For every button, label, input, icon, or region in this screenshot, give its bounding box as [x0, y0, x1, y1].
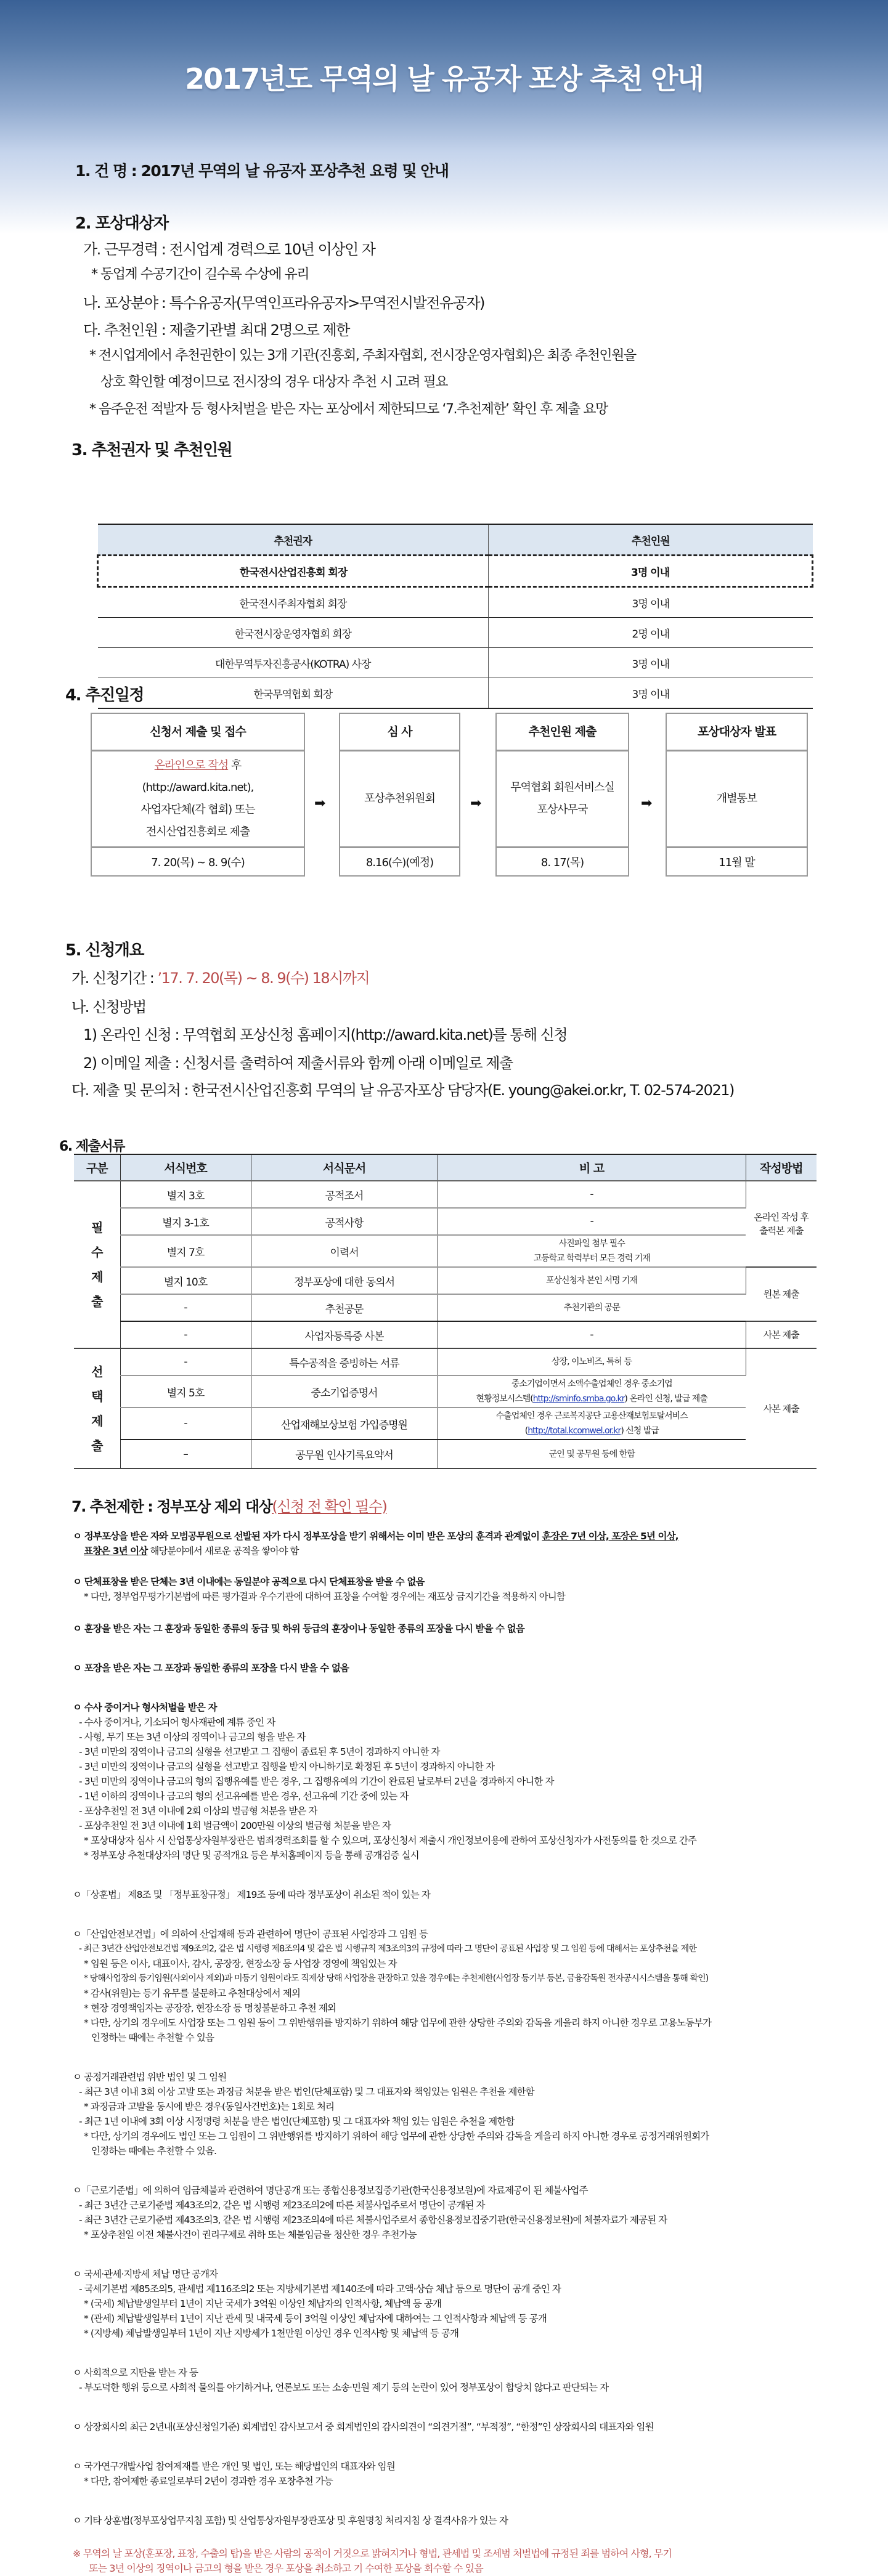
- contact-info: 다. 제출 및 문의처 : 한국전시산업진흥회 무역의 날 유공자포상 담당자(E. young@akei.or.kr, T. 02-574-2021): [71, 1082, 734, 1099]
- document-name: 공적조서: [251, 1181, 438, 1208]
- quota-cell: 3명 이내: [489, 648, 813, 678]
- table-row: [74, 1294, 817, 1321]
- section-1-subject: 1. 건 명 : 2017년 무역의 날 유공자 포상추천 요령 및 안내: [75, 162, 449, 180]
- document-name: 공무원 인사기록요약서: [251, 1440, 438, 1468]
- table-row: [74, 1267, 817, 1294]
- method-online: 1) 온라인 신청 : 무역협회 포상신청 홈페이지(http://award.kita.net)를 통해 신청: [83, 1026, 568, 1043]
- restriction-item: ㅇ 사회적으로 지탄을 받는 자 등: [73, 2367, 198, 2378]
- section-7-heading: 7. 추천제한 : 정부포상 제외 대상(신청 전 확인 필수): [71, 1498, 387, 1515]
- restriction-item: ㅇ 상장회사의 최근 2년내(포상신청일기준) 회계법인 감사보고서 중 회계법인의 감사의견이 “의견거절”, “부적정”, “한정”인 상장회사의 대표자와 임원: [73, 2421, 654, 2432]
- sminfo-link[interactable]: http://sminfo.smba.go.kr: [532, 1394, 625, 1404]
- table-row: [98, 648, 813, 678]
- warning-note: ※ 무역의 날 포상(훈포장, 표창, 수출의 탑)을 받은 사람의 공적이 거짓으로 밝혀지거나 형법, 관세법 및 조세범 처벌법에 규정된 죄를 범하여 사형, 무기: [73, 2548, 672, 2559]
- column-header: 작성방법: [746, 1154, 817, 1181]
- schedule-step-announce: [666, 713, 808, 877]
- step-text: (http://award.kita.net),: [142, 781, 254, 794]
- step-title: 심 사: [340, 714, 459, 751]
- note: 포상신청자 본인 서명 기재: [438, 1267, 746, 1294]
- step-date: 7. 20(목) ~ 8. 9(수): [151, 856, 245, 869]
- table-row: [98, 587, 813, 618]
- restriction-item: ㅇ 공정거래관련법 위반 법인 및 그 임원: [73, 2072, 227, 2083]
- arrow-right-icon: ➡: [470, 796, 481, 811]
- step-text: 사업자단체(각 협회) 또는: [141, 803, 255, 816]
- note: 군인 및 공무원 등에 한함: [438, 1440, 746, 1468]
- restriction-item: ㅇ「산업안전보건법」에 의하여 산업재해 등과 관련하여 명단이 공표된 사업장과 그 임원 등: [73, 1929, 428, 1940]
- sec2-career: 가. 근무경력 : 전시업계 경력으로 10년 이상인 자: [83, 241, 375, 258]
- recommender-cell: 한국전시산업진흥회 회장: [98, 556, 489, 587]
- online-apply-link[interactable]: 온라인으로 작성: [154, 759, 229, 772]
- period-label: 가. 신청기간 :: [71, 970, 158, 987]
- restriction-item: ㅇ 수사 중이거나 형사처벌을 받은 자: [73, 1702, 217, 1713]
- table-row: [74, 1208, 817, 1235]
- column-header: 비 고: [438, 1154, 746, 1181]
- note: 상장, 이노비즈, 특허 등: [438, 1348, 746, 1375]
- step-title: 신청서 제출 및 접수: [92, 714, 304, 751]
- quota-cell: 3명 이내: [489, 556, 813, 587]
- recommender-cell: 대한무역투자진흥공사(KOTRA) 사장: [98, 648, 489, 678]
- page-title: 2017년도 무역의 날 유공자 포상 추천 안내: [185, 62, 703, 95]
- table-row: [74, 1348, 817, 1375]
- form-number: -: [120, 1348, 251, 1375]
- form-number: 별지 10호: [120, 1267, 251, 1294]
- restriction-note: * 다만, 정부업무평가기본법에 따른 평가결과 우수기관에 대하여 표창을 수여할 경우에는 재포상 금지기간을 적용하지 아니함: [84, 1591, 565, 1602]
- restriction-item: ㅇ 기타 상훈법(정부포상업무지침 포함) 및 산업통상자원부장관포상 및 후원명칭 처리지침 상 결격사유가 있는 자: [73, 2515, 508, 2526]
- form-number: 별지 3-1호: [120, 1208, 251, 1235]
- period-value: ’17. 7. 20(목) ~ 8. 9(수) 18시까지: [157, 970, 370, 987]
- column-header: 추천인원: [489, 524, 813, 556]
- kcomwel-link[interactable]: http://total.kcomwel.or.kr: [528, 1426, 621, 1436]
- restriction-item: ㅇ「상훈법」 제8조 및 「정부표창규정」 제19조 등에 따라 정부포상이 취소된 적이 있는 자: [73, 1889, 430, 1900]
- step-date: 8. 17(목): [540, 856, 584, 869]
- form-number: -: [120, 1407, 251, 1440]
- recommender-cell: 한국전시주최자협회 회장: [98, 587, 489, 618]
- application-method-heading: 나. 신청방법: [71, 998, 146, 1016]
- step-text: 포상추천위원회: [364, 792, 435, 805]
- quota-cell: 3명 이내: [489, 678, 813, 709]
- restriction-item: ㅇ 포장을 받은 자는 그 포장과 동일한 종류의 포장을 다시 받을 수 없음: [73, 1663, 349, 1674]
- table-row: [98, 618, 813, 648]
- recommender-table: [97, 524, 813, 709]
- arrow-right-icon: ➡: [314, 796, 325, 811]
- sec2-quota: 다. 추천인원 : 제출기관별 최대 2명으로 제한: [83, 322, 349, 339]
- table-row: [74, 1375, 817, 1407]
- form-number: 별지 5호: [120, 1375, 251, 1407]
- step-title: 추천인원 제출: [497, 714, 628, 751]
- recommender-cell: 한국무역협회 회장: [98, 678, 489, 709]
- document-name: 중소기업증명서: [251, 1375, 438, 1407]
- table-row-highlighted: [98, 556, 813, 587]
- section-3-heading: 3. 추천권자 및 추천인원: [71, 441, 232, 460]
- method-copy: 사본 제출: [746, 1348, 817, 1468]
- warning-note-cont: 또는 3년 이상의 징역이나 금고의 형을 받은 경우 포상을 취소하고 기 수여한 포상을 회수할 수 있음: [89, 2562, 483, 2574]
- form-number: –: [120, 1440, 251, 1468]
- quota-cell: 2명 이내: [489, 618, 813, 648]
- step-text: 전시산업진흥회로 제출: [145, 825, 250, 838]
- step-text: 후: [228, 759, 242, 772]
- column-header: 서식문서: [251, 1154, 438, 1181]
- note: -: [438, 1181, 746, 1208]
- document-name: 이력서: [251, 1235, 438, 1267]
- column-header: 서식번호: [120, 1154, 251, 1181]
- step-date: 8.16(수)(예정): [365, 856, 434, 869]
- document-name: 공적사항: [251, 1208, 438, 1235]
- column-header: 구분: [74, 1154, 120, 1181]
- header-banner: [0, 0, 888, 234]
- documents-table: [74, 1154, 817, 1469]
- restriction-item: ㅇ 국세·관세·지방세 체납 명단 공개자: [73, 2269, 218, 2280]
- table-row: [98, 678, 813, 709]
- restriction-item: ㅇ「근로기준법」에 의하여 임금체불과 관련하여 명단공개 또는 종합신용정보집중기관(한국신용정보원)에 자료제공이 된 체불사업주: [73, 2185, 588, 2196]
- recommender-cell: 한국전시장운영자협회 회장: [98, 618, 489, 648]
- schedule-step-application: [91, 713, 305, 877]
- section-6-heading: 6. 제출서류: [59, 1139, 124, 1154]
- must-check-note: (신청 전 확인 필수): [272, 1498, 387, 1515]
- form-number: -: [120, 1321, 251, 1348]
- restriction-item: ㅇ 국가연구개발사업 참여제재를 받은 개인 및 법인, 또는 해당법인의 대표자와 임원: [73, 2461, 395, 2472]
- document-name: 특수공적을 증빙하는 서류: [251, 1348, 438, 1375]
- category-optional: 선 택 제 출: [74, 1348, 120, 1468]
- document-name: 추천공문: [251, 1294, 438, 1321]
- table-row: [74, 1235, 817, 1267]
- restriction-list: ㅇ 정부포상을 받은 자와 모범공무원으로 선발된 자가 다시 정부포상을 받기 위해서는 이미 받은 포상의 훈격과 관계없이 훈장은 7년 이상, 포장은 5년 이상, 표창은 3년 이상 해당분야에서 새로운 공적을 쌓아야 함 ㅇ 단체표창을 받은 단체는 3년 이내에는 동일분야 공적으로 다시 단체표창을 받을 수 없음 * 다만, 정부업무평가기본법에 따른 평가결과 우수기관에 대하여 표창을 수여할 경우에는 재포상 금지기간을 적용하지 아니함 ㅇ 훈장을 받은 자는 그 훈장과 동일한 종류의 동급 및 하위 등급의 훈장이나 동일한 종류의 포장을 다시 받을 수 없음 ㅇ 포장을 받은 자는 그 포장과 동일한 종류의 포장을 다시 받을 수 없음 ㅇ 수사 중이거나 형사처벌을 받은 자 - 수사 중이거나, 기소되어 형사재판에 계류 중인 자 - 사형, 무기 또는 3년 이상의 징역이나 금고의 형을 받은 자 - 3년 미만의 징역이나 금고의 실형을 선고받고 그 집행이 종료된 후 5년이 경과하지 아니한 자 - 3년 미만의 징역이나 금고의 실형을 선고받고 집행을 받지 아니하기로 확정된 후 5년이 경과하지 아니한 자 - 3년 미만의 징역이나 금고의 형의 집행유예를 받은 경우, 그 집행유예의 기간이 완료된 날로부터 2년을 경과하지 아니한 자 - 1년 이하의 징역이나 금고의 형의 선고유예를 받은 경우, 선고유예 기간 중에 있는 자 - 포상추천일 전 3년 이내에 2회 이상의 벌금형 처분을 받은 자 - 포상추천일 전 3년 이내에 1회 벌금액이 200만원 이상의 벌금형 처분을 받은 자 * 포상대상자 심사 시 산업통상자원부장관은 범죄경력조회를 할 수 있으며, 포상신청서 제출시 개인정보이용에 관하여 포상신청자가 사전동의를 한 것으로 간주 * 정부포상 추천대상자의 명단 및 공적개요 등은 부처홈페이지 등을 통해 공개검증 실시 ㅇ「상훈법」 제8조 및 「정부표창규정」 제19조 등에 따라 정부포상이 취소된 적이 있는 자 ㅇ「산업안전보건법」에 의하여 산업재해 등과 관련하여 명단이 공표된 사업장과 그 임원 등 - 최근 3년간 산업안전보건법 제9조의2, 같은 법 시행령 제8조의4 및 같은 법 시행규칙 제3조의3의 규정에 따라 그 명단이 공표된 사업장 및 그 임원 등에 대해서는 포상추천을 제한 * 임원 등은 이사, 대표이사, 감사, 공장장, 현장소장 등 사업장 경영에 책임있는 자 * 당해사업장의 등기임원(사외이사 제외)과 미등기 임원이라도 직제상 당해 사업장을 관장하고 있을 경우에는 추천제한(사업장 등기부 등본, 금융감독원 전자공시시스템을 통해 확인) * 감사(위원)는 등기 유무를 불문하고 추천대상에서 제외 * 현장 경영책임자는 공장장, 현장소장 등 명칭불문하고 추천 제외 * 다만, 상기의 경우에도 사업장 또는 그 임원 등이 그 위반행위를 방지하기 위하여 해당 업무에 관한 상당한 주의와 감독을 게을리 하지 아니한 경우로 고용노동부가 인정하는 때에는 추천할 수 있음 ㅇ 공정거래관련법 위반 법인 및 그 임원 - 최근 3년 이내 3회 이상 고발 또는 과징금 처분을 받은 법인(단체포함) 및 그 대표자와 책임있는 임원은 추천을 제한함 * 과징금과 고발을 동시에 받은 경우(동일사건번호)는 1회로 처리 - 최근 1년 이내에 3회 이상 시정명령 처분을 받은 법인(단체포함) 및 그 대표자와 책임 있는 임원은 추천을 제한함 * 다만, 상기의 경우에도 법인 또는 그 임원이 그 위반행위를 방지하기 위하여 해당 업무에 관한 상당한 주의와 감독을 게을리 하지 아니한 경우로 공정거래위원회가 인정하는 때에는 추천할 수 있음. ㅇ「근로기준법」에 의하여 임금체불과 관련하여 명단공개 또는 종합신용정보집중기관(한국신용정보원)에 자료제공이 된 체불사업주 - 최근 3년간 근로기준법 제43조의2, 같은 법 시행령 제23조의2에 따른 체불사업주로서 명단이 공개된 자 - 최근 3년간 근로기준법 제43조의3, 같은 법 시행령 제23조의4에 따른 체불사업주로서 종합신용정보집중기관(한국신용정보원)에 체불자료가 제공된 자 * 포상추천일 이전 체불사건이 권리구제로 취하 또는 체불임금을 청산한 경우 추천가능 ㅇ 국세·관세·지방세 체납 명단 공개자 - 국세기본법 제85조의5, 관세법 제116조의2 또는 지방세기본법 제140조에 따라 고액·상습 체납 등으로 명단이 공개 중인 자 * (국세) 체납발생일부터 1년이 지난 국세가 3억원 이상인 체납자의 인적사항, 체납액 등 공개 * (관세) 체납발생일부터 1년이 지난 관세 및 내국세 등이 3억원 이상인 체납자에 대하여는 그 인적사항과 체납액 등 공개 * (지방세) 체납발생일부터 1년이 지난 지방세가 1천만원 이상인 경우 인적사항 및 체납액 등 공개 ㅇ 사회적으로 지탄을 받는 자 등 - 부도덕한 행위 등으로 사회적 물의를 야기하거나, 언론보도 또는 소송·민원 제기 등의 논란이 있어 정부포상이 합당치 않다고 판단되는 자 ㅇ 상장회사의 최근 2년내(포상신청일기준) 회계법인 감사보고서 중 회계법인의 감사의견이 “의견거절”, “부적정”, “한정”인 상장회사의 대표자와 임원 ㅇ 국가연구개발사업 참여제재를 받은 개인 및 법인, 또는 해당법인의 대표자와 임원 * 다만, 참여제한 종료일로부터 2년이 경과한 경우 포창추천 가능 ㅇ 기타 상훈법(정부포상업무지침 포함) 및 산업통상자원부장관포상 및 후원명칭 처리지침 상 결격사유가 있는 자 ※ 무역의 날 포상(훈포장, 표창, 수출의 탑)을 받은 사람의 공적이 거짓으로 밝혀지거나 형법, 관세법 및 조세범 처벌법에 규정된 죄를 범하여 사형, 무기 또는 3년 이상의 징역이나 금고의 형을 받은 경우 포상을 취소하고 기 수여한 포상을 회수할 수 있음: [73, 1529, 831, 2576]
- method-email: 2) 이메일 제출 : 신청서를 출력하여 제출서류와 함께 아래 이메일로 제출: [83, 1055, 513, 1072]
- step-text: 포상사무국: [537, 803, 588, 816]
- quota-cell: 3명 이내: [489, 587, 813, 618]
- note: 수출업체인 경우 근로복지공단 고용산재보험토탈서비스 (http://total.kcomwel.or.kr) 신청 발급: [438, 1407, 746, 1440]
- table-row: [74, 1321, 817, 1348]
- table-header-row: [98, 524, 813, 556]
- table-header-row: [74, 1154, 817, 1181]
- step-text: 무역협회 회원서비스실: [510, 781, 614, 794]
- schedule-step-review: [339, 713, 460, 877]
- form-number: 별지 7호: [120, 1235, 251, 1267]
- section-4-heading: 4. 추진일정: [65, 686, 144, 705]
- step-date: 11월 말: [719, 856, 755, 869]
- document-name: 정부포상에 대한 동의서: [251, 1267, 438, 1294]
- document-name: 사업자등록증 사본: [251, 1321, 438, 1348]
- sec2-quota-note-2: 상호 확인할 예정이므로 전시장의 경우 대상자 추천 시 고려 필요: [100, 375, 447, 390]
- note: 중소기업이면서 소액수출업체인 경우 중소기업 현황정보시스템(http://sminfo.smba.go.kr) 온라인 신청, 발급 제출: [438, 1375, 746, 1407]
- note: -: [438, 1208, 746, 1235]
- sec2-field: 나. 포상분야 : 특수유공자(무역인프라유공자>무역전시발전유공자): [83, 294, 484, 312]
- note: -: [438, 1321, 746, 1348]
- arrow-right-icon: ➡: [641, 796, 652, 811]
- restriction-item: ㅇ 단체표창을 받은 단체는 3년 이내에는 동일분야 공적으로 다시 단체표창을 받을 수 없음: [73, 1576, 425, 1587]
- section-2-heading: 2. 포상대상자: [75, 214, 168, 233]
- table-row: [74, 1407, 817, 1440]
- note: 추천기관의 공문: [438, 1294, 746, 1321]
- schedule-step-submit: [495, 713, 629, 877]
- category-required: 필 수 제 출: [74, 1181, 120, 1348]
- application-period: [71, 966, 369, 987]
- table-row: [74, 1440, 817, 1468]
- form-number: -: [120, 1294, 251, 1321]
- sec2-career-note: * 동업계 수공기간이 길수록 수상에 유리: [91, 267, 309, 282]
- step-text: 개별통보: [716, 792, 757, 805]
- method-online: 온라인 작성 후 출력본 제출: [746, 1181, 817, 1267]
- restriction-item: ㅇ 훈장을 받은 자는 그 훈장과 동일한 종류의 동급 및 하위 등급의 훈장이나 동일한 종류의 포장을 다시 받을 수 없음: [73, 1623, 524, 1634]
- sec2-quota-note-1: * 전시업계에서 추천권한이 있는 3개 기관(진흥회, 주최자협회, 전시장운영자협회)은 최종 추천인원을: [89, 348, 636, 363]
- note: 사진파일 첨부 필수 고등학교 학력부터 모든 경력 기재: [438, 1235, 746, 1267]
- document-name: 산업재해보상보험 가입증명원: [251, 1407, 438, 1440]
- section-5-heading: 5. 신청개요: [65, 941, 144, 960]
- restriction-item: ㅇ 정부포상을 받은 자와 모범공무원으로 선발된 자가 다시 정부포상을 받기 위해서는 이미 받은 포상의 훈격과 관계없이 훈장은 7년 이상, 포장은 5년 이상,: [73, 1531, 678, 1542]
- method-copy: 사본 제출: [746, 1321, 817, 1348]
- sec2-criminal-note: * 음주운전 적발자 등 형사처벌을 받은 자는 포상에서 제한되므로 ‘7.추천제한’ 확인 후 제출 요망: [89, 402, 608, 417]
- column-header: 추천권자: [98, 524, 489, 556]
- step-title: 포상대상자 발표: [667, 714, 807, 751]
- table-row: [74, 1181, 817, 1208]
- form-number: 별지 3호: [120, 1181, 251, 1208]
- method-original: 원본 제출: [746, 1267, 817, 1321]
